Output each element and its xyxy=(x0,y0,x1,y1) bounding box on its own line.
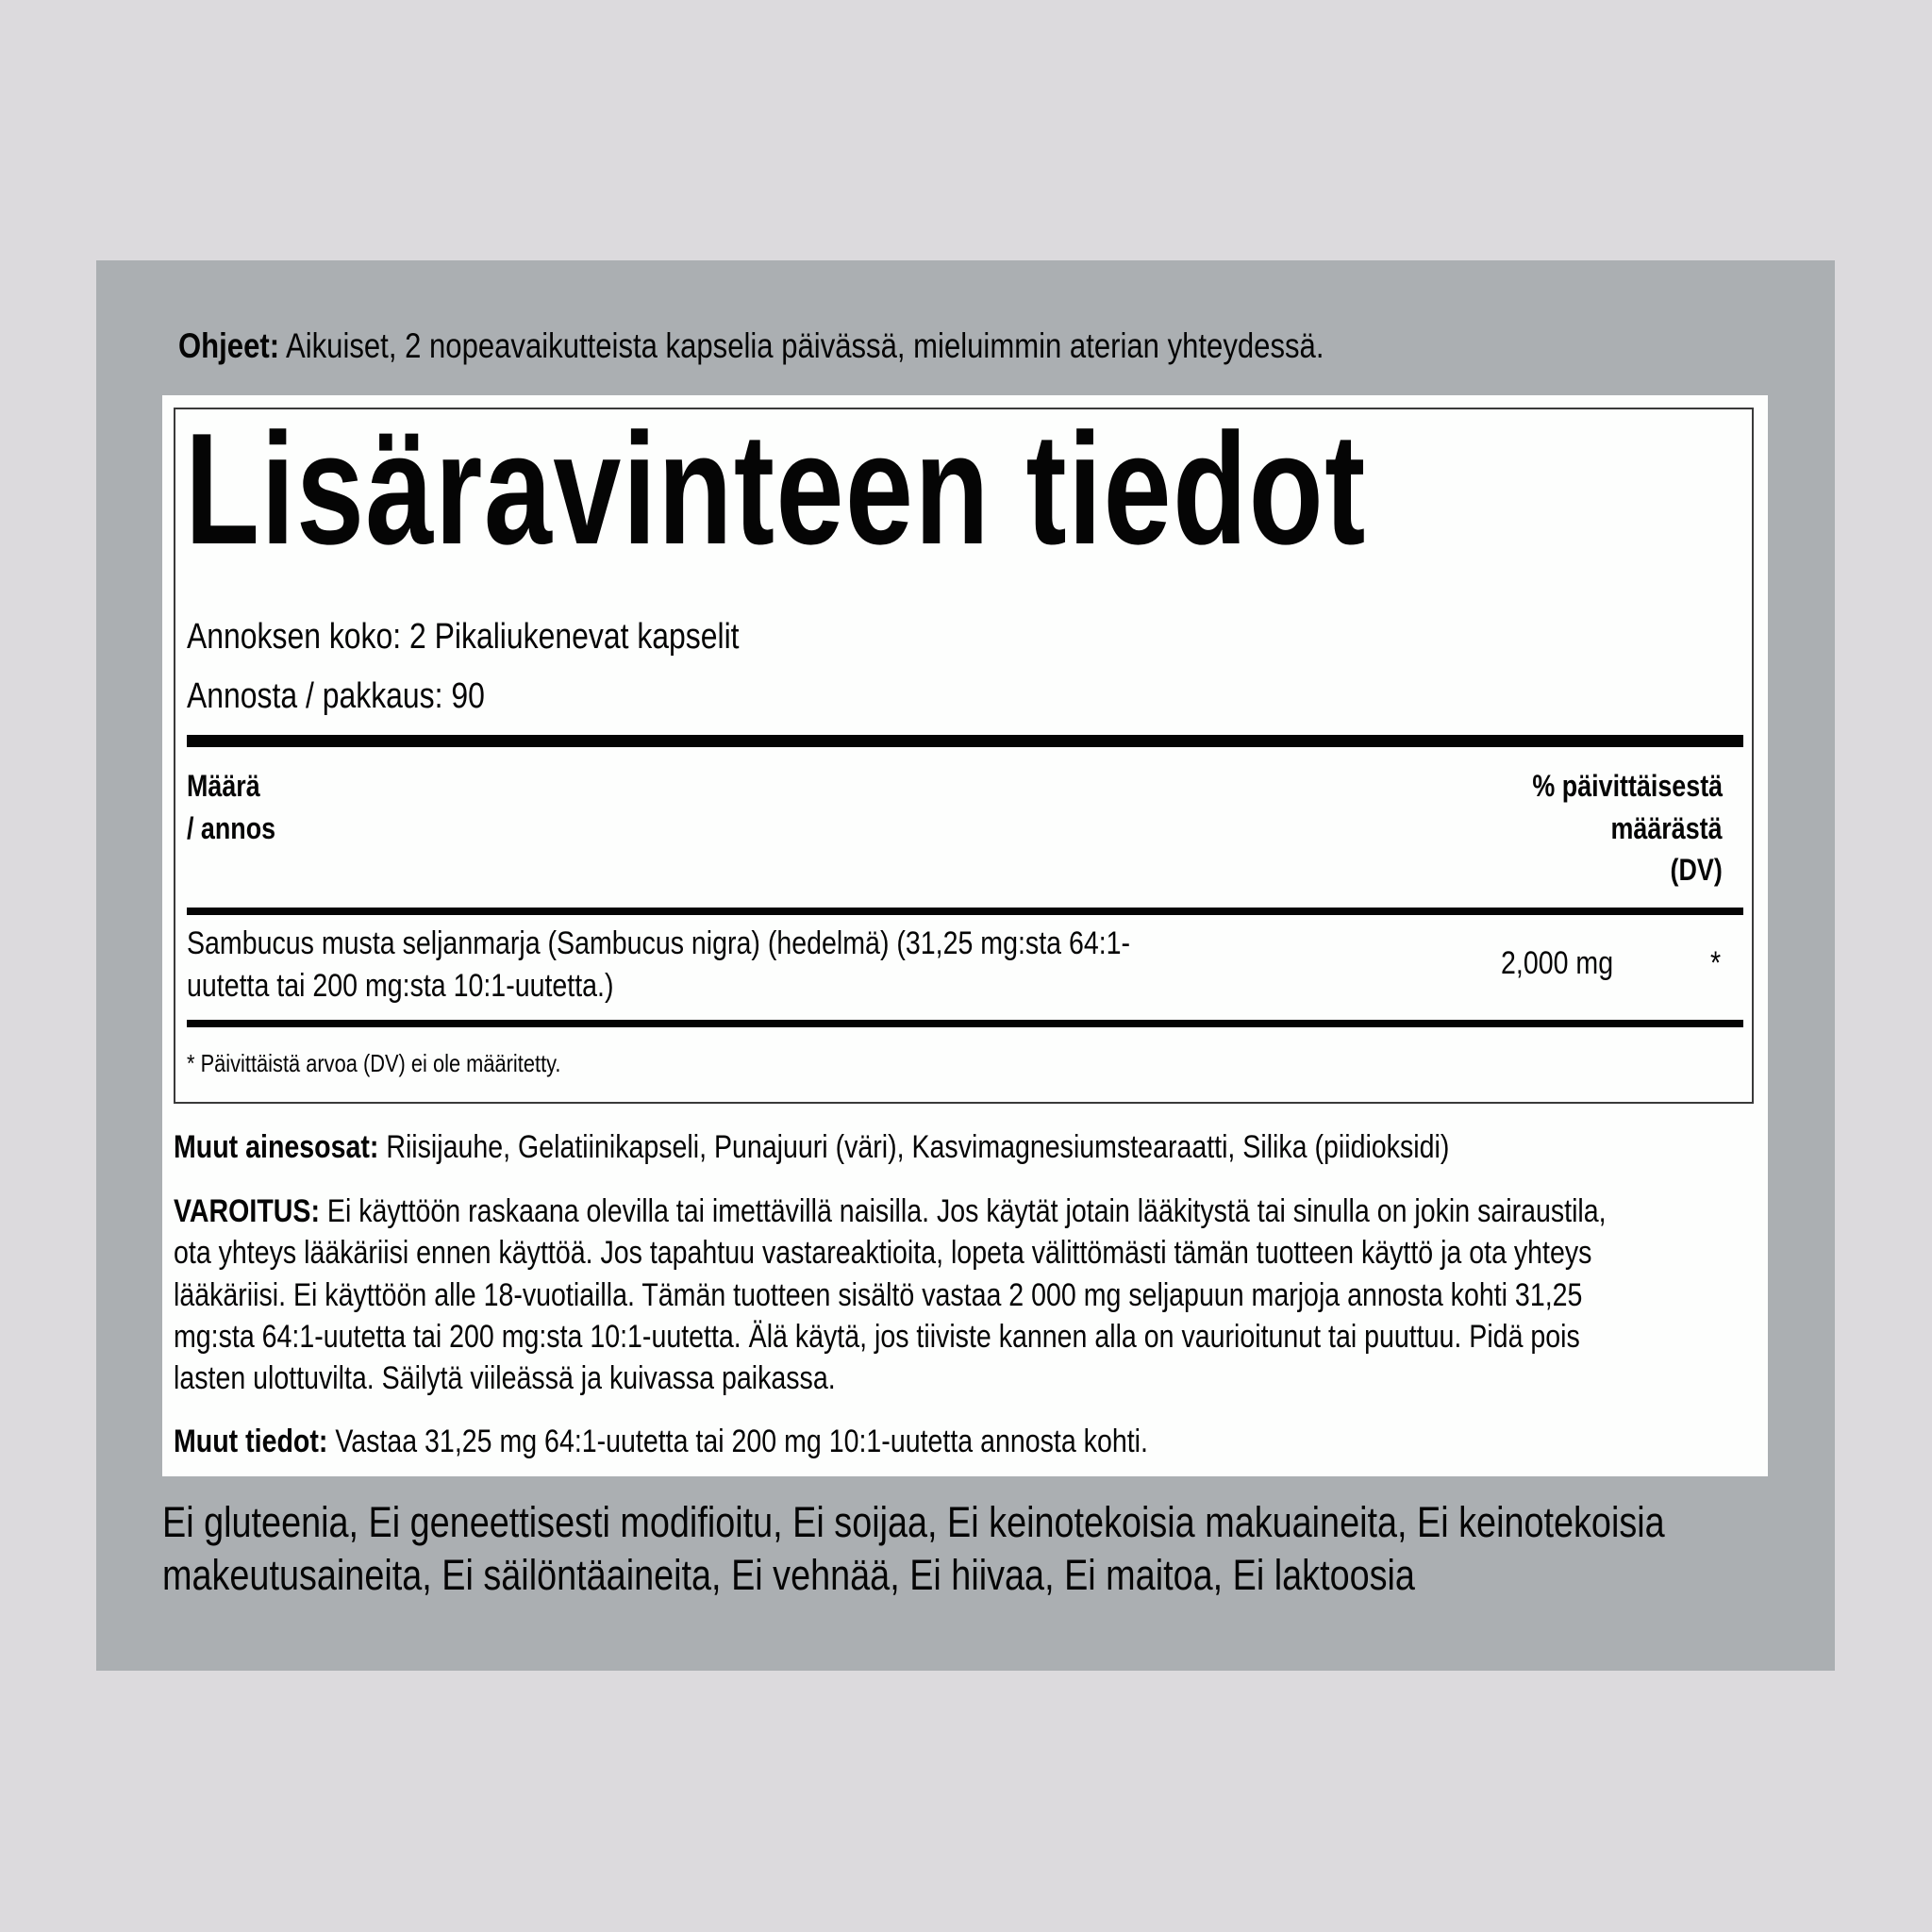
free-from-line: makeutusaineita, Ei säilöntäaineita, Ei vehnää, Ei hiivaa, Ei maitoa, Ei laktoosia xyxy=(162,1551,1415,1599)
header-per-serving: / annos xyxy=(187,811,276,845)
other-info-label: Muut tiedot: xyxy=(174,1424,328,1459)
header-dv: määrästä xyxy=(1610,811,1723,845)
servings-per-container: Annosta / pakkaus: 90 xyxy=(187,676,485,716)
free-from-line: Ei gluteenia, Ei geneettisesti modifioitu, Ei soijaa, Ei keinotekoisia makuaineita, Ei keinotekoisia xyxy=(162,1498,1665,1546)
facts-title: Lisäravinteen tiedot xyxy=(185,400,1367,577)
serving-size: Annoksen koko: 2 Pikaliukenevat kapselit xyxy=(187,617,740,657)
other-info xyxy=(174,1425,1148,1457)
other-ingredients-label: Muut ainesosat: xyxy=(174,1129,379,1165)
ingredient-dv: * xyxy=(1710,945,1722,981)
footnote: * Päivittäistä arvoa (DV) ei ole määritetty. xyxy=(187,1049,561,1077)
warning-line: lasten ulottuvilta. Säilytä viileässä ja kuivassa paikassa. xyxy=(174,1360,836,1396)
other-ingredients-text: Riisijauhe, Gelatiinikapseli, Punajuuri (väri), Kasvimagnesiumstearaatti, Silika (piidioksidi) xyxy=(378,1129,1450,1165)
ingredient-name: Sambucus musta seljanmarja (Sambucus nigra) (hedelmä) (31,25 mg:sta 64:1- xyxy=(187,925,1131,961)
ingredient-amount: 2,000 mg xyxy=(1501,945,1614,981)
directions xyxy=(178,328,1324,363)
directions-label: Ohjeet: xyxy=(178,326,280,365)
header-dv: (DV) xyxy=(1670,853,1723,887)
header-dv: % päivittäisestä xyxy=(1532,769,1723,803)
warning-label: VAROITUS: xyxy=(174,1193,320,1229)
warning-line: lääkäriisi. Ei käyttöön alle 18-vuotiailla. Tämän tuotteen sisältö vastaa 2 000 mg seljapuun marjoja annosta kohti 31,25 xyxy=(174,1277,1583,1313)
divider xyxy=(187,908,1743,915)
other-info-text: Vastaa 31,25 mg 64:1-uutetta tai 200 mg 10:1-uutetta annosta kohti. xyxy=(327,1424,1148,1459)
warning-line: ota yhteys lääkäriisi ennen käyttöä. Jos tapahtuu vastareaktioita, lopeta välittömästi tämän tuotteen käyttö ja ota yhteys xyxy=(174,1235,1592,1271)
ingredient-name: uutetta tai 200 mg:sta 10:1-uutetta.) xyxy=(187,968,614,1004)
header-amount: Määrä xyxy=(187,769,260,803)
directions-text: Aikuiset, 2 nopeavaikutteista kapselia päivässä, mieluimmin aterian yhteydessä. xyxy=(279,326,1324,365)
divider xyxy=(187,1020,1743,1027)
other-ingredients xyxy=(174,1131,1449,1163)
warning-line xyxy=(174,1195,1607,1227)
warning-text: Ei käyttöön raskaana olevilla tai imettävillä naisilla. Jos käytät jotain lääkitystä tai sinulla on jokin sairaustila, xyxy=(319,1193,1607,1229)
thick-divider xyxy=(187,735,1743,747)
warning-line: mg:sta 64:1-uutetta tai 200 mg:sta 10:1-uutetta. Älä käytä, jos tiiviste kannen alla on vaurioitunut tai puuttuu. Pidä pois xyxy=(174,1319,1580,1355)
